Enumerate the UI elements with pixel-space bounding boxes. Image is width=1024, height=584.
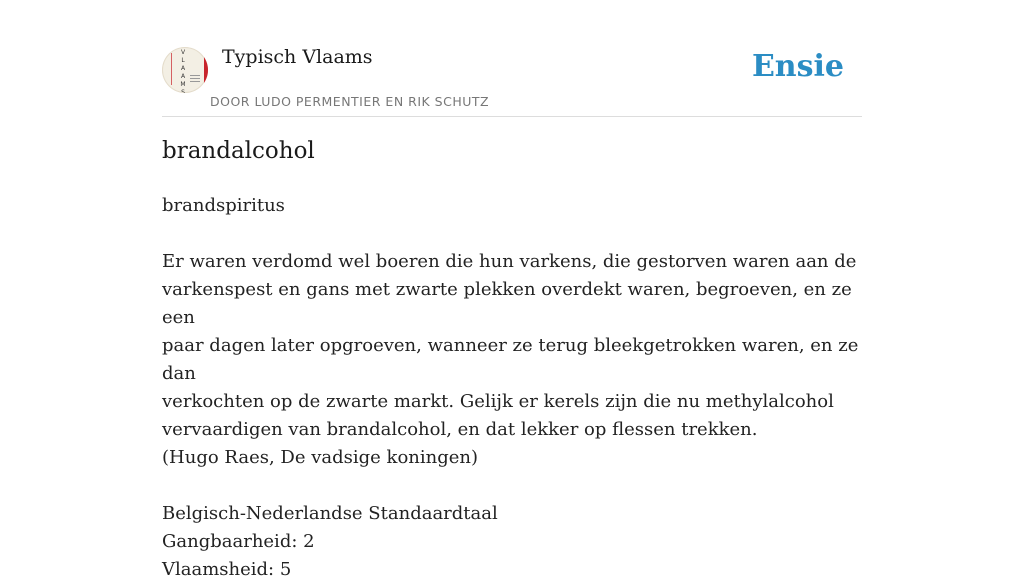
logo-letters: V L A A M S xyxy=(180,49,186,93)
byline: DOOR LUDO PERMENTIER EN RIK SCHUTZ xyxy=(210,94,490,109)
logo-line xyxy=(171,53,172,85)
entry-content xyxy=(162,192,862,584)
ensie-logo-link[interactable]: Ensie xyxy=(751,49,844,84)
quote-line: varkenspest en gans met zwarte plekken overdekt waren, begroeven, en ze een xyxy=(162,279,852,328)
logo-red-stripe xyxy=(204,47,208,93)
meta-language: Belgisch-Nederlandse Standaardtaal xyxy=(162,503,498,524)
quote-line: paar dagen later opgroeven, wanneer ze terug bleekgetrokken waren, en ze dan xyxy=(162,335,859,384)
site-header xyxy=(162,44,862,117)
quote-source: (Hugo Raes, De vadsige koningen) xyxy=(162,447,479,468)
blog-title-link[interactable]: Typisch Vlaams xyxy=(222,46,373,68)
blog-logo[interactable] xyxy=(162,47,208,93)
spacer xyxy=(162,220,862,248)
spacer xyxy=(162,472,862,500)
meta-vlaamsheid: Vlaamsheid: 5 xyxy=(162,559,292,580)
entry-definition: brandspiritus xyxy=(162,195,285,216)
entry-title: brandalcohol xyxy=(162,138,315,164)
quote-line: Er waren verdomd wel boeren die hun varkens, die gestorven waren aan de xyxy=(162,251,857,272)
logo-text-lines xyxy=(190,75,200,76)
quote-line: vervaardigen van brandalcohol, en dat lekker op flessen trekken. xyxy=(162,419,758,440)
meta-gangbaarheid: Gangbaarheid: 2 xyxy=(162,531,315,552)
quote-line: verkochten op de zwarte markt. Gelijk er kerels zijn die nu methylalcohol xyxy=(162,391,834,412)
